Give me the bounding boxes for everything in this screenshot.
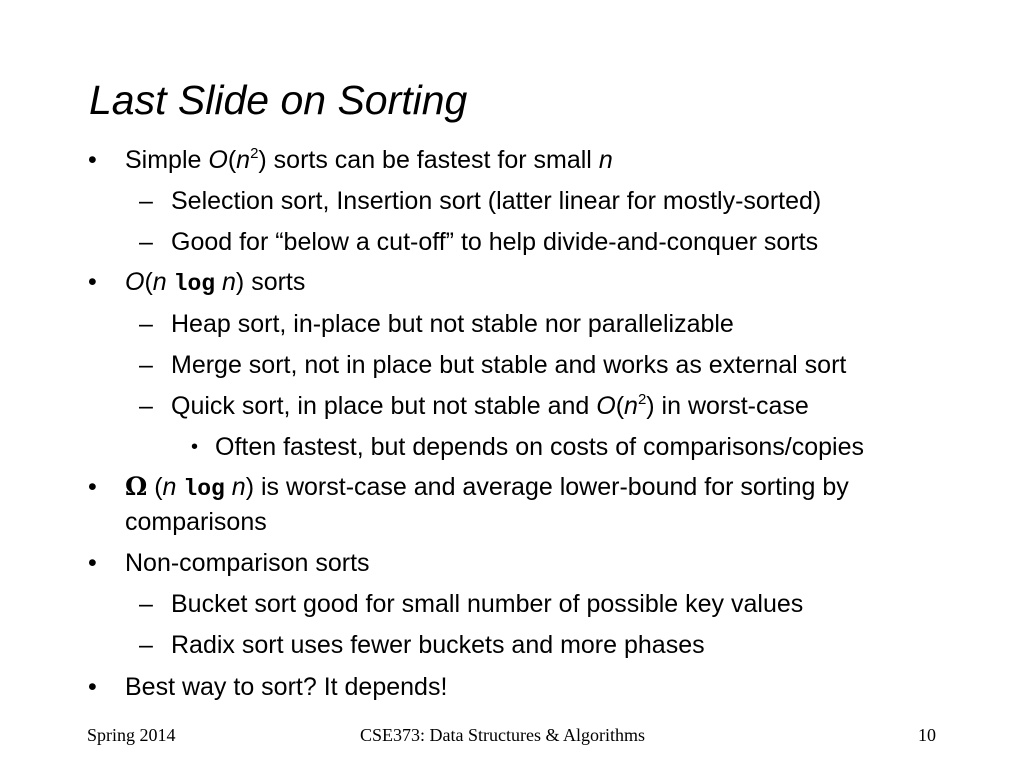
var-n: n	[152, 268, 167, 296]
text: Heap sort, in-place but not stable nor parallelizable	[171, 310, 734, 338]
text: ) is worst-case and average lower-bound for sorting by	[245, 473, 849, 501]
exponent: 2	[637, 391, 647, 408]
var-n: n	[236, 146, 251, 174]
dash-marker: –	[139, 228, 153, 256]
big-o: O	[208, 146, 228, 174]
text: Often fastest, but depends on costs of comparisons/copies	[215, 433, 864, 461]
bullet-marker: •	[88, 473, 97, 501]
sub-bullet-selection-insertion	[139, 186, 822, 216]
bullet-marker: •	[88, 146, 97, 174]
footer-page-number: 10	[918, 725, 936, 745]
text: ) in worst-case	[646, 392, 809, 420]
sub-sub-bullet-often-fastest	[191, 432, 864, 462]
dash-marker: –	[139, 631, 153, 659]
dash-marker: –	[139, 590, 153, 618]
paren: (	[144, 268, 153, 296]
text: Quick sort, in place but not stable and	[171, 392, 597, 420]
footer-date: Spring 2014	[87, 725, 176, 745]
sub-bullet-bucket-sort	[139, 589, 804, 619]
bullet-omega-lower-bound	[88, 472, 849, 504]
text: Good for “below a cut-off” to help divide-and-conquer sorts	[171, 228, 819, 256]
bullet-marker: •	[88, 268, 97, 296]
bullet-marker: •	[88, 673, 97, 701]
dash-marker: –	[139, 351, 153, 379]
var-n: n	[624, 392, 638, 420]
paren: (	[615, 392, 625, 420]
bullet-best-way	[88, 672, 448, 702]
sub-bullet-merge-sort	[139, 350, 847, 380]
exponent: 2	[250, 145, 259, 162]
text: Best way to sort? It depends!	[125, 673, 448, 701]
bullet-non-comparison-sorts	[88, 548, 370, 578]
var-n: n	[222, 268, 236, 296]
dash-marker: –	[139, 310, 153, 338]
sub-bullet-quick-sort	[139, 391, 809, 421]
sub-bullet-cut-off	[139, 227, 819, 257]
var-n: n	[598, 146, 613, 174]
bullet-omega-continuation: comparisons	[125, 508, 267, 536]
text: Bucket sort good for small number of possible key values	[171, 590, 804, 618]
dash-marker: –	[139, 392, 153, 420]
var-n: n	[231, 473, 246, 501]
log-keyword: log	[173, 271, 216, 297]
text: ) sorts	[235, 268, 306, 296]
bullet-marker: •	[88, 549, 97, 577]
bullet-marker: •	[191, 436, 199, 458]
omega-symbol: Ω	[125, 472, 148, 501]
sub-bullet-heap-sort	[139, 309, 734, 339]
paren: (	[147, 473, 163, 501]
paren: (	[227, 146, 237, 174]
text: Simple	[125, 146, 209, 174]
big-o: O	[125, 268, 145, 296]
text: Merge sort, not in place but stable and works as external sort	[171, 351, 847, 379]
text: Non-comparison sorts	[125, 549, 370, 577]
text: Selection sort, Insertion sort (latter linear for mostly-sorted)	[171, 187, 822, 215]
bullet-nlogn-sorts	[88, 267, 306, 299]
text: Radix sort uses fewer buckets and more phases	[171, 631, 705, 659]
bullet-simple-sorts	[88, 145, 613, 175]
log-keyword: log	[183, 476, 225, 502]
sub-bullet-radix-sort	[139, 630, 705, 660]
dash-marker: –	[139, 187, 153, 215]
slide-title: Last Slide on Sorting	[89, 77, 468, 123]
var-n: n	[162, 473, 177, 501]
big-o: O	[596, 392, 616, 420]
text: ) sorts can be fastest for small	[258, 146, 599, 174]
footer-course: CSE373: Data Structures & Algorithms	[360, 725, 645, 745]
